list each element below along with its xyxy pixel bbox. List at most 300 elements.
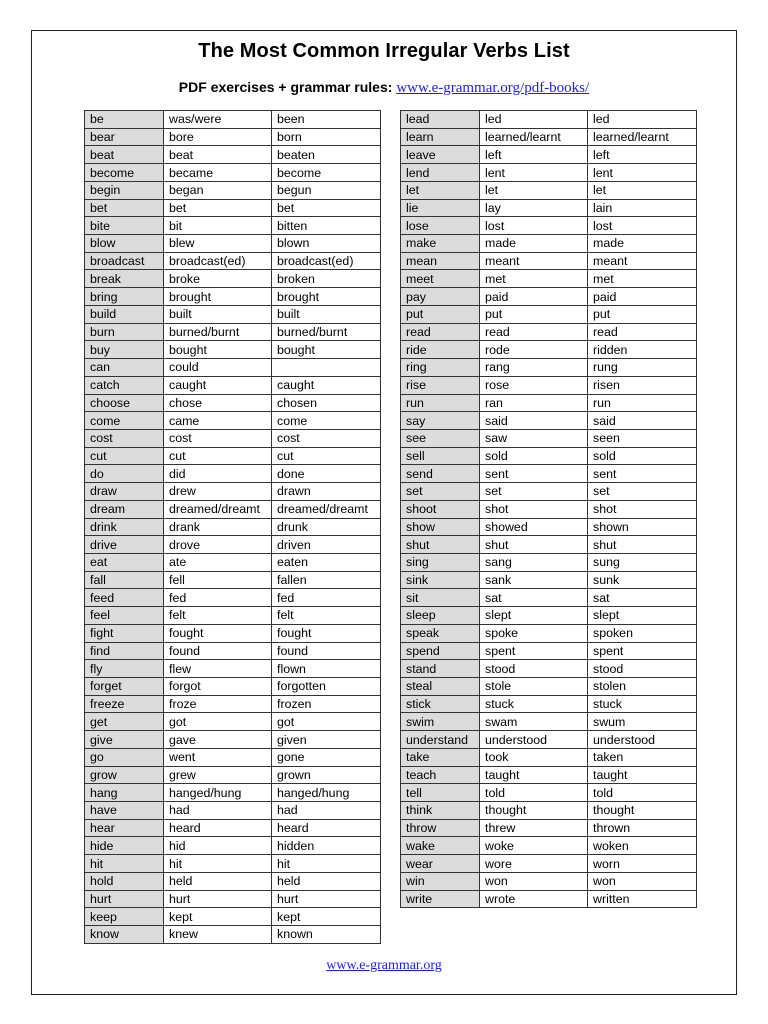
verb-cell-past-participle: shut bbox=[588, 536, 697, 554]
verb-cell-past-simple: brought bbox=[164, 288, 272, 306]
verb-cell-past-simple: learned/learnt bbox=[480, 128, 588, 146]
verb-cell-base-form: shoot bbox=[401, 500, 480, 518]
verb-cell-past-participle: led bbox=[588, 111, 697, 129]
verb-cell-base-form: mean bbox=[401, 252, 480, 270]
verb-cell-past-participle: brought bbox=[272, 288, 381, 306]
verb-cell-past-participle: blown bbox=[272, 235, 381, 253]
verb-cell-base-form: shut bbox=[401, 536, 480, 554]
verb-cell-past-participle: bet bbox=[272, 199, 381, 217]
verb-cell-past-simple: found bbox=[164, 642, 272, 660]
verb-cell-base-form: leave bbox=[401, 146, 480, 164]
verb-row bbox=[85, 536, 381, 554]
verb-row bbox=[85, 199, 381, 217]
verb-cell-past-simple: knew bbox=[164, 926, 272, 944]
verb-row bbox=[401, 607, 697, 625]
verb-cell-base-form: freeze bbox=[85, 695, 164, 713]
verb-cell-past-simple: bet bbox=[164, 199, 272, 217]
verb-cell-past-simple: bore bbox=[164, 128, 272, 146]
verb-row bbox=[85, 589, 381, 607]
verb-row bbox=[85, 217, 381, 235]
verb-cell-past-simple: dreamed/dreamt bbox=[164, 500, 272, 518]
verb-row bbox=[401, 589, 697, 607]
verb-cell-base-form: sleep bbox=[401, 607, 480, 625]
verb-row bbox=[85, 429, 381, 447]
verb-cell-past-simple: woke bbox=[480, 837, 588, 855]
verb-cell-past-participle: heard bbox=[272, 819, 381, 837]
verb-cell-past-participle: cut bbox=[272, 447, 381, 465]
verb-cell-base-form: cut bbox=[85, 447, 164, 465]
verb-row bbox=[401, 731, 697, 749]
verb-cell-past-simple: heard bbox=[164, 819, 272, 837]
verb-cell-past-simple: read bbox=[480, 323, 588, 341]
verb-cell-past-participle: stood bbox=[588, 660, 697, 678]
verb-cell-past-participle: woken bbox=[588, 837, 697, 855]
verb-cell-base-form: broadcast bbox=[85, 252, 164, 270]
verb-cell-past-participle: thrown bbox=[588, 819, 697, 837]
verb-row bbox=[85, 447, 381, 465]
footer bbox=[0, 956, 768, 974]
verb-cell-past-simple: lent bbox=[480, 164, 588, 182]
verb-cell-past-participle: come bbox=[272, 412, 381, 430]
verb-cell-past-participle: read bbox=[588, 323, 697, 341]
verb-cell-past-simple: grew bbox=[164, 766, 272, 784]
verb-row bbox=[85, 695, 381, 713]
verb-cell-base-form: tell bbox=[401, 784, 480, 802]
subtitle bbox=[0, 79, 768, 97]
verb-cell-past-participle: sent bbox=[588, 465, 697, 483]
verb-cell-past-simple: sang bbox=[480, 553, 588, 571]
verb-cell-past-participle: won bbox=[588, 872, 697, 890]
verb-row bbox=[401, 288, 697, 306]
verb-cell-base-form: find bbox=[85, 642, 164, 660]
verb-row bbox=[85, 908, 381, 926]
verb-cell-past-participle: broadcast(ed) bbox=[272, 252, 381, 270]
verb-row bbox=[401, 642, 697, 660]
verb-cell-base-form: steal bbox=[401, 678, 480, 696]
verb-row bbox=[401, 695, 697, 713]
verb-cell-past-simple: fed bbox=[164, 589, 272, 607]
verb-cell-base-form: send bbox=[401, 465, 480, 483]
verb-cell-base-form: get bbox=[85, 713, 164, 731]
verb-cell-past-participle: got bbox=[272, 713, 381, 731]
verb-cell-base-form: feel bbox=[85, 607, 164, 625]
verb-cell-base-form: hide bbox=[85, 837, 164, 855]
verb-cell-past-participle: beaten bbox=[272, 146, 381, 164]
verb-cell-past-simple: won bbox=[480, 872, 588, 890]
verb-cell-base-form: learn bbox=[401, 128, 480, 146]
verb-cell-past-simple: lay bbox=[480, 199, 588, 217]
verb-row bbox=[85, 376, 381, 394]
verb-cell-base-form: blow bbox=[85, 235, 164, 253]
verb-cell-past-participle: flown bbox=[272, 660, 381, 678]
verb-row bbox=[401, 518, 697, 536]
verb-cell-past-simple: stuck bbox=[480, 695, 588, 713]
verb-cell-base-form: run bbox=[401, 394, 480, 412]
verb-row bbox=[85, 164, 381, 182]
verb-cell-past-participle: begun bbox=[272, 181, 381, 199]
verb-row bbox=[85, 607, 381, 625]
verb-cell-past-simple: drew bbox=[164, 483, 272, 501]
verb-cell-past-participle: stuck bbox=[588, 695, 697, 713]
verb-cell-past-simple: forgot bbox=[164, 678, 272, 696]
verb-cell-past-participle: been bbox=[272, 111, 381, 129]
verb-cell-base-form: hear bbox=[85, 819, 164, 837]
verb-row bbox=[401, 819, 697, 837]
verb-cell-past-participle: fought bbox=[272, 624, 381, 642]
verb-cell-past-simple: hid bbox=[164, 837, 272, 855]
verb-cell-base-form: write bbox=[401, 890, 480, 908]
verb-row bbox=[401, 660, 697, 678]
verb-cell-base-form: take bbox=[401, 748, 480, 766]
verb-cell-base-form: do bbox=[85, 465, 164, 483]
verb-row bbox=[401, 483, 697, 501]
verb-row bbox=[85, 819, 381, 837]
verb-cell-base-form: can bbox=[85, 359, 164, 377]
verb-row bbox=[401, 235, 697, 253]
verb-cell-base-form: make bbox=[401, 235, 480, 253]
verb-cell-past-participle: sold bbox=[588, 447, 697, 465]
verb-row bbox=[401, 447, 697, 465]
verb-cell-past-participle: set bbox=[588, 483, 697, 501]
verb-cell-past-participle: sat bbox=[588, 589, 697, 607]
verb-row bbox=[85, 571, 381, 589]
verb-cell-past-participle: slept bbox=[588, 607, 697, 625]
subtitle-lead: PDF exercises + grammar rules: bbox=[178, 79, 393, 95]
verb-cell-past-participle: learned/learnt bbox=[588, 128, 697, 146]
verb-cell-past-simple: fought bbox=[164, 624, 272, 642]
verb-cell-past-simple: bit bbox=[164, 217, 272, 235]
verb-row bbox=[85, 111, 381, 129]
verb-row bbox=[401, 164, 697, 182]
verb-cell-past-participle: understood bbox=[588, 731, 697, 749]
verb-cell-past-participle: found bbox=[272, 642, 381, 660]
verb-cell-past-simple: led bbox=[480, 111, 588, 129]
verb-cell-past-simple: showed bbox=[480, 518, 588, 536]
verb-cell-past-simple: cut bbox=[164, 447, 272, 465]
verb-cell-past-simple: paid bbox=[480, 288, 588, 306]
verb-row bbox=[401, 713, 697, 731]
verb-row bbox=[401, 111, 697, 129]
verb-row bbox=[85, 465, 381, 483]
verb-cell-past-simple: sank bbox=[480, 571, 588, 589]
verb-cell-past-participle: sunk bbox=[588, 571, 697, 589]
verb-row bbox=[401, 270, 697, 288]
verb-row bbox=[401, 748, 697, 766]
verb-cell-past-simple: froze bbox=[164, 695, 272, 713]
verb-cell-past-participle: felt bbox=[272, 607, 381, 625]
verb-cell-past-simple: set bbox=[480, 483, 588, 501]
verb-row bbox=[401, 802, 697, 820]
verb-cell-past-participle: drawn bbox=[272, 483, 381, 501]
verb-cell-past-simple: felt bbox=[164, 607, 272, 625]
verb-row bbox=[85, 553, 381, 571]
verb-cell-past-simple: burned/burnt bbox=[164, 323, 272, 341]
verb-cell-past-participle: said bbox=[588, 412, 697, 430]
verb-cell-base-form: fly bbox=[85, 660, 164, 678]
verb-row bbox=[401, 678, 697, 696]
page-title: The Most Common Irregular Verbs List bbox=[198, 40, 570, 62]
verb-row bbox=[85, 678, 381, 696]
verb-cell-past-simple: met bbox=[480, 270, 588, 288]
verb-row bbox=[401, 500, 697, 518]
verb-cell-past-participle: eaten bbox=[272, 553, 381, 571]
verb-cell-past-simple: built bbox=[164, 305, 272, 323]
verb-cell-past-participle: built bbox=[272, 305, 381, 323]
verb-cell-past-participle: put bbox=[588, 305, 697, 323]
verb-row bbox=[85, 802, 381, 820]
verb-cell-base-form: be bbox=[85, 111, 164, 129]
verb-cell-past-participle: burned/burnt bbox=[272, 323, 381, 341]
verb-cell-past-participle: thought bbox=[588, 802, 697, 820]
verb-row bbox=[85, 766, 381, 784]
verb-cell-past-simple: drank bbox=[164, 518, 272, 536]
verb-cell-past-simple: wrote bbox=[480, 890, 588, 908]
verb-cell-past-simple: did bbox=[164, 465, 272, 483]
verb-row bbox=[401, 146, 697, 164]
verb-cell-past-participle: left bbox=[588, 146, 697, 164]
verb-cell-base-form: fight bbox=[85, 624, 164, 642]
verb-cell-past-simple: sent bbox=[480, 465, 588, 483]
verb-cell-past-simple: told bbox=[480, 784, 588, 802]
verb-cell-past-simple: taught bbox=[480, 766, 588, 784]
verb-cell-past-simple: got bbox=[164, 713, 272, 731]
verb-row bbox=[85, 412, 381, 430]
verb-row bbox=[401, 376, 697, 394]
footer-link[interactable]: www.e-grammar.org bbox=[326, 958, 442, 973]
verb-row bbox=[401, 855, 697, 873]
verb-cell-base-form: bite bbox=[85, 217, 164, 235]
verb-cell-base-form: go bbox=[85, 748, 164, 766]
verb-cell-past-participle: taken bbox=[588, 748, 697, 766]
verb-cell-past-participle: given bbox=[272, 731, 381, 749]
verb-cell-past-simple: broke bbox=[164, 270, 272, 288]
verb-cell-past-simple: took bbox=[480, 748, 588, 766]
verb-cell-past-participle: born bbox=[272, 128, 381, 146]
verb-cell-base-form: win bbox=[401, 872, 480, 890]
verb-cell-past-participle: driven bbox=[272, 536, 381, 554]
verb-row bbox=[85, 252, 381, 270]
verb-row bbox=[85, 235, 381, 253]
verb-cell-past-participle: spoken bbox=[588, 624, 697, 642]
verb-cell-past-simple: was/were bbox=[164, 111, 272, 129]
verb-row bbox=[401, 766, 697, 784]
verb-row bbox=[85, 270, 381, 288]
verb-cell-past-participle: spent bbox=[588, 642, 697, 660]
verb-row bbox=[401, 571, 697, 589]
verb-row bbox=[85, 146, 381, 164]
verb-cell-base-form: sink bbox=[401, 571, 480, 589]
verb-cell-base-form: understand bbox=[401, 731, 480, 749]
verb-cell-past-simple: ate bbox=[164, 553, 272, 571]
verb-cell-past-simple: hanged/hung bbox=[164, 784, 272, 802]
verb-row bbox=[401, 624, 697, 642]
verb-row bbox=[401, 872, 697, 890]
verb-cell-base-form: build bbox=[85, 305, 164, 323]
verb-row bbox=[85, 642, 381, 660]
verb-cell-base-form: meet bbox=[401, 270, 480, 288]
verb-cell-base-form: lose bbox=[401, 217, 480, 235]
verb-cell-base-form: ring bbox=[401, 359, 480, 377]
verb-cell-past-simple: cost bbox=[164, 429, 272, 447]
verb-row bbox=[401, 359, 697, 377]
verb-cell-past-participle: bought bbox=[272, 341, 381, 359]
verb-cell-past-participle: stolen bbox=[588, 678, 697, 696]
verb-cell-past-simple: understood bbox=[480, 731, 588, 749]
verb-row bbox=[85, 394, 381, 412]
verb-cell-past-participle: kept bbox=[272, 908, 381, 926]
verb-row bbox=[401, 128, 697, 146]
verb-cell-past-simple: chose bbox=[164, 394, 272, 412]
verb-cell-past-participle: dreamed/dreamt bbox=[272, 500, 381, 518]
verb-cell-base-form: break bbox=[85, 270, 164, 288]
verb-row bbox=[401, 341, 697, 359]
verb-cell-base-form: see bbox=[401, 429, 480, 447]
verb-cell-base-form: say bbox=[401, 412, 480, 430]
verb-cell-past-simple: became bbox=[164, 164, 272, 182]
verb-cell-past-simple: sold bbox=[480, 447, 588, 465]
verb-cell-past-participle: taught bbox=[588, 766, 697, 784]
verb-cell-past-simple: sat bbox=[480, 589, 588, 607]
verb-cell-past-participle: shown bbox=[588, 518, 697, 536]
verb-row bbox=[401, 837, 697, 855]
verb-cell-base-form: swim bbox=[401, 713, 480, 731]
verb-cell-past-simple: shot bbox=[480, 500, 588, 518]
verb-cell-base-form: fall bbox=[85, 571, 164, 589]
verb-cell-past-participle: lain bbox=[588, 199, 697, 217]
verb-cell-past-simple: saw bbox=[480, 429, 588, 447]
verb-row bbox=[85, 748, 381, 766]
verb-cell-past-simple: came bbox=[164, 412, 272, 430]
verb-row bbox=[401, 465, 697, 483]
verb-cell-past-simple: blew bbox=[164, 235, 272, 253]
verb-cell-past-participle: gone bbox=[272, 748, 381, 766]
verb-cell-base-form: wear bbox=[401, 855, 480, 873]
verb-row bbox=[85, 837, 381, 855]
verb-row bbox=[401, 305, 697, 323]
verb-cell-past-simple: rose bbox=[480, 376, 588, 394]
verb-row bbox=[85, 784, 381, 802]
verb-cell-past-participle: sung bbox=[588, 553, 697, 571]
verb-row bbox=[85, 181, 381, 199]
verb-cell-base-form: buy bbox=[85, 341, 164, 359]
verb-row bbox=[401, 553, 697, 571]
verb-cell-past-participle: shot bbox=[588, 500, 697, 518]
verb-cell-base-form: sing bbox=[401, 553, 480, 571]
verb-row bbox=[401, 394, 697, 412]
verb-cell-past-simple: flew bbox=[164, 660, 272, 678]
verb-cell-past-participle: told bbox=[588, 784, 697, 802]
verb-cell-past-participle: fallen bbox=[272, 571, 381, 589]
verb-cell-base-form: stand bbox=[401, 660, 480, 678]
verb-cell-past-participle: hurt bbox=[272, 890, 381, 908]
verb-cell-base-form: begin bbox=[85, 181, 164, 199]
verb-cell-past-participle: risen bbox=[588, 376, 697, 394]
verb-cell-base-form: beat bbox=[85, 146, 164, 164]
verb-cell-base-form: drive bbox=[85, 536, 164, 554]
verb-cell-base-form: let bbox=[401, 181, 480, 199]
verb-row bbox=[85, 359, 381, 377]
verb-cell-past-simple: kept bbox=[164, 908, 272, 926]
pdf-books-link[interactable]: www.e-grammar.org/pdf-books/ bbox=[396, 80, 590, 96]
verb-cell-past-participle: hidden bbox=[272, 837, 381, 855]
verb-cell-base-form: sit bbox=[401, 589, 480, 607]
verb-row bbox=[85, 713, 381, 731]
verb-row bbox=[401, 323, 697, 341]
verb-cell-past-simple: drove bbox=[164, 536, 272, 554]
verb-cell-past-participle: forgotten bbox=[272, 678, 381, 696]
verb-cell-base-form: know bbox=[85, 926, 164, 944]
verb-cell-base-form: hold bbox=[85, 872, 164, 890]
verb-cell-base-form: hang bbox=[85, 784, 164, 802]
verb-cell-base-form: lead bbox=[401, 111, 480, 129]
verb-cell-past-simple: said bbox=[480, 412, 588, 430]
verb-cell-past-participle: fed bbox=[272, 589, 381, 607]
verb-cell-base-form: bring bbox=[85, 288, 164, 306]
verb-cell-past-participle: chosen bbox=[272, 394, 381, 412]
verb-row bbox=[85, 518, 381, 536]
verb-cell-base-form: draw bbox=[85, 483, 164, 501]
verb-cell-base-form: speak bbox=[401, 624, 480, 642]
verb-cell-past-simple: thought bbox=[480, 802, 588, 820]
verb-cell-base-form: give bbox=[85, 731, 164, 749]
verb-cell-base-form: rise bbox=[401, 376, 480, 394]
verb-cell-past-simple: beat bbox=[164, 146, 272, 164]
verb-cell-base-form: drink bbox=[85, 518, 164, 536]
verb-cell-base-form: hit bbox=[85, 855, 164, 873]
verb-cell-past-participle: let bbox=[588, 181, 697, 199]
verb-cell-past-simple: lost bbox=[480, 217, 588, 235]
verb-cell-base-form: bear bbox=[85, 128, 164, 146]
verb-cell-past-simple: threw bbox=[480, 819, 588, 837]
verb-cell-past-participle: meant bbox=[588, 252, 697, 270]
verb-cell-past-participle: bitten bbox=[272, 217, 381, 235]
verb-row bbox=[401, 412, 697, 430]
verb-cell-past-simple: gave bbox=[164, 731, 272, 749]
verb-cell-base-form: feed bbox=[85, 589, 164, 607]
verb-cell-past-simple: swam bbox=[480, 713, 588, 731]
verb-cell-base-form: bet bbox=[85, 199, 164, 217]
verb-cell-past-participle: frozen bbox=[272, 695, 381, 713]
verb-cell-past-simple: spoke bbox=[480, 624, 588, 642]
verb-cell-past-simple: meant bbox=[480, 252, 588, 270]
verb-cell-base-form: lie bbox=[401, 199, 480, 217]
verb-row bbox=[401, 181, 697, 199]
verb-cell-base-form: teach bbox=[401, 766, 480, 784]
verb-cell-base-form: cost bbox=[85, 429, 164, 447]
verb-cell-past-participle: seen bbox=[588, 429, 697, 447]
verb-cell-base-form: stick bbox=[401, 695, 480, 713]
verb-cell-base-form: choose bbox=[85, 394, 164, 412]
verb-cell-base-form: throw bbox=[401, 819, 480, 837]
verb-cell-past-participle: ridden bbox=[588, 341, 697, 359]
verb-cell-base-form: spend bbox=[401, 642, 480, 660]
verb-cell-past-participle: hanged/hung bbox=[272, 784, 381, 802]
verb-cell-base-form: grow bbox=[85, 766, 164, 784]
verb-cell-past-simple: left bbox=[480, 146, 588, 164]
verb-cell-base-form: lend bbox=[401, 164, 480, 182]
verb-cell-past-simple: rode bbox=[480, 341, 588, 359]
verb-cell-past-simple: made bbox=[480, 235, 588, 253]
verbs-table-left bbox=[84, 110, 381, 944]
verb-cell-base-form: pay bbox=[401, 288, 480, 306]
verbs-table-right bbox=[400, 110, 697, 908]
verb-cell-past-participle: paid bbox=[588, 288, 697, 306]
verb-cell-past-participle: grown bbox=[272, 766, 381, 784]
verb-cell-base-form: become bbox=[85, 164, 164, 182]
verb-cell-past-simple: wore bbox=[480, 855, 588, 873]
verb-cell-past-simple: could bbox=[164, 359, 272, 377]
verb-cell-base-form: hurt bbox=[85, 890, 164, 908]
